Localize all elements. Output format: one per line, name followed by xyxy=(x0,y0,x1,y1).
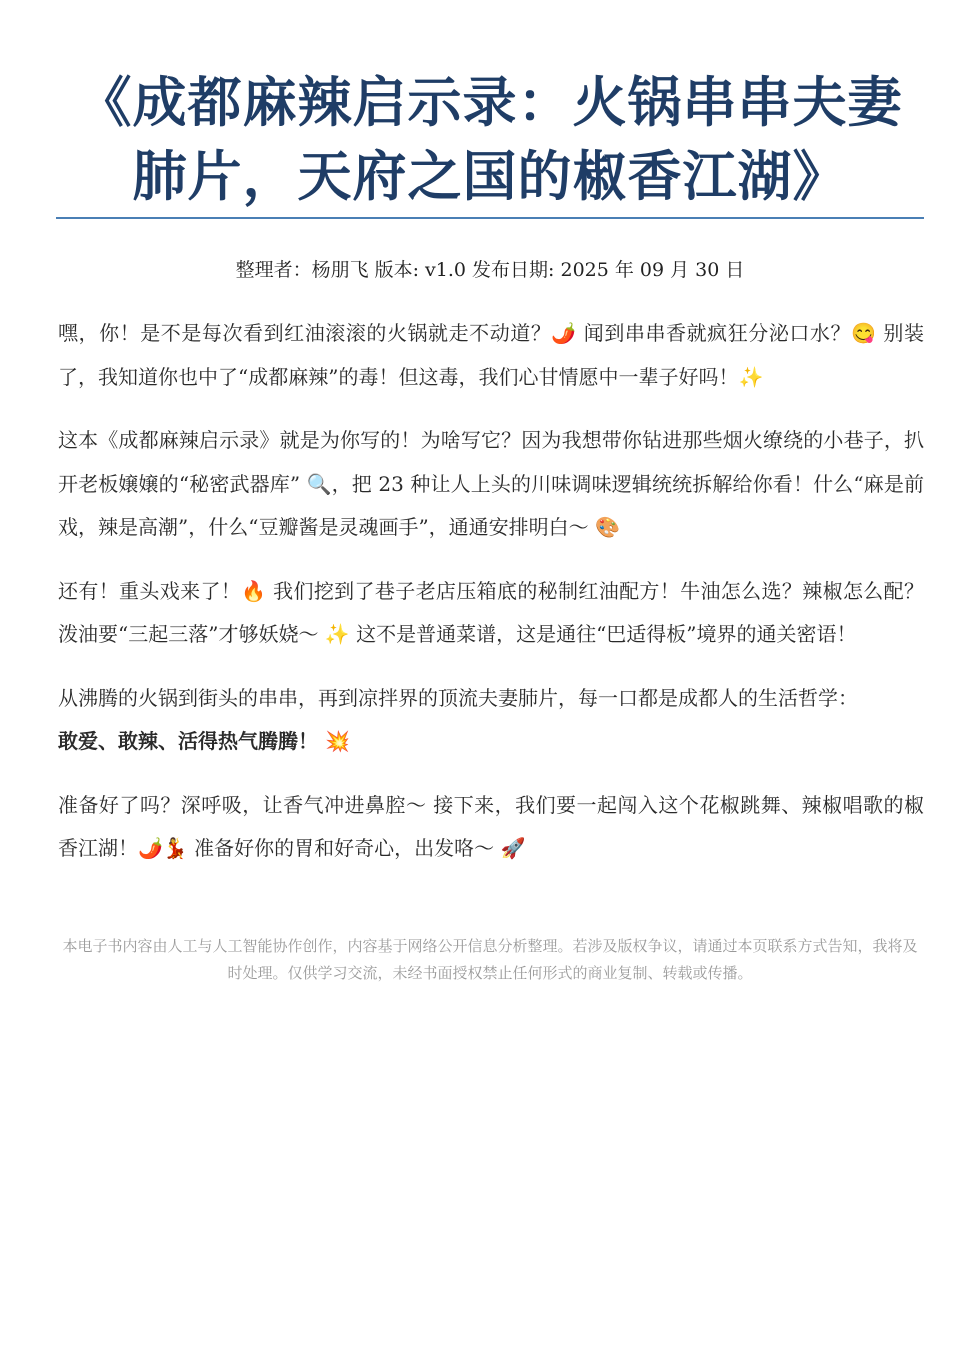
document-body xyxy=(58,312,924,891)
title-divider xyxy=(56,217,924,219)
copyright-disclaimer: 本电子书内容由人工与人工智能协作创作，内容基于网络公开信息分析整理。若涉及版权争议，请通过本页联系方式告知，我将及时处理。仅供学习交流，未经书面授权禁止任何形式的商业复制、转载或传播。 xyxy=(62,937,918,982)
philosophy-emphasis: 敢爱、敢辣、活得热气腾腾！ 💥 xyxy=(58,729,350,753)
philosophy-text: 从沸腾的火锅到街头的串串，再到凉拌界的顶流夫妻肺片，每一口都是成都人的生活哲学： xyxy=(58,685,858,710)
intro-paragraph: 嘿，你！是不是每次看到红油滚滚的火锅就走不动道？🌶️ 闻到串串香就疯狂分泌口水？😋 别装了，我知道你也中了“成都麻辣”的毒！但这毒，我们心甘情愿中一辈子好吗！✨ xyxy=(58,321,924,389)
document-title: 《成都麻辣启示录：火锅串串夫妻肺片，天府之国的椒香江湖》 xyxy=(77,71,903,208)
philosophy-paragraph xyxy=(58,677,924,764)
closing-paragraph: 准备好了吗？深呼吸，让香气冲进鼻腔～ 接下来，我们要一起闯入这个花椒跳舞、辣椒唱歌的椒香江湖！🌶️💃 准备好你的胃和好奇心，出发咯～ 🚀 xyxy=(58,792,924,860)
purpose-paragraph: 这本《成都麻辣启示录》就是为你写的！为啥写它？因为我想带你钻进那些烟火缭绕的小巷子，扒开老板嬢嬢的“秘密武器库” 🔍，把 23 种让人上头的川味调味逻辑统统拆解给你看！什么“麻是前戏，辣是高潮”，什么“豆瓣酱是灵魂画手”，通通安排明白～ 🎨 xyxy=(58,428,924,539)
document-meta: 整理者：杨朋飞 版本: v1.0 发布日期: 2025 年 09 月 30 日 xyxy=(235,259,745,281)
recipe-paragraph: 还有！重头戏来了！🔥 我们挖到了巷子老店压箱底的秘制红油配方！牛油怎么选？辣椒怎么配？泼油要“三起三落”才够妖娆～ ✨ 这不是普通菜谱，这是通往“巴适得板”境界的通关密语！ xyxy=(58,578,924,646)
